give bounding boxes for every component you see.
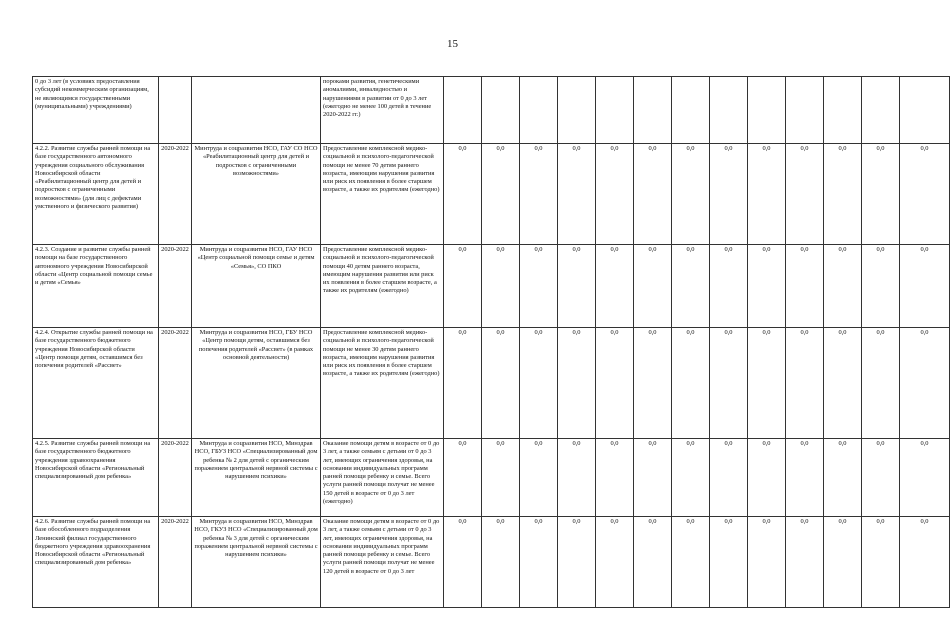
funding-value-cell-text: 0,0 xyxy=(458,518,467,525)
funding-value-cell xyxy=(710,144,748,245)
funding-value-cell xyxy=(672,439,710,517)
funding-value-cell xyxy=(900,439,950,517)
period-cell xyxy=(159,77,192,144)
funding-value-cell-text: 0,0 xyxy=(534,440,543,447)
executor-cell xyxy=(192,245,321,328)
table-row xyxy=(33,517,950,608)
funding-value-cell xyxy=(596,328,634,439)
funding-value-cell xyxy=(824,328,862,439)
activity-name-cell-text: 0 до 3 лет (в условиях предоставления субсидий некоммерческим организациям, не являющимся государственными (муниципальными) учреждениями) xyxy=(35,78,149,110)
funding-value-cell-text: 0,0 xyxy=(648,440,657,447)
funding-value-cell-text: 0,0 xyxy=(762,440,771,447)
funding-value-cell-text: 0,0 xyxy=(876,440,885,447)
result-cell-text: Предоставление комплексной медико-социальной и психолого-педагогической помощи 40 детям раннего возраста, имеющим нарушения развития или риск их появления в более старшем возрасте, а также их родителям (ежегодно) xyxy=(323,246,437,295)
result-cell xyxy=(321,77,444,144)
period-cell xyxy=(159,328,192,439)
funding-value-cell xyxy=(862,439,900,517)
funding-value-cell-text: 0,0 xyxy=(458,329,467,336)
funding-value-cell xyxy=(520,245,558,328)
activity-name-cell xyxy=(33,144,159,245)
activity-name-cell-text: 4.2.5. Развитие службы ранней помощи на базе государственного бюджетного учреждения здравоохранения Новосибирской области «Региональный специализированный дом ребенка» xyxy=(35,440,151,481)
funding-value-cell xyxy=(444,144,482,245)
funding-value-cell-text: 0,0 xyxy=(686,440,695,447)
funding-value-cell xyxy=(634,517,672,608)
funding-value-cell-text: 0,0 xyxy=(496,518,505,525)
funding-value-cell-text: 0,0 xyxy=(876,145,885,152)
funding-value-cell-text: 0,0 xyxy=(762,518,771,525)
funding-value-cell-text: 0,0 xyxy=(920,440,929,447)
funding-value-cell xyxy=(482,245,520,328)
funding-value-cell xyxy=(862,328,900,439)
activity-name-cell xyxy=(33,77,159,144)
funding-value-cell xyxy=(558,328,596,439)
funding-value-cell-text: 0,0 xyxy=(572,518,581,525)
funding-value-cell xyxy=(748,245,786,328)
funding-value-cell-text: 0,0 xyxy=(876,246,885,253)
funding-value-cell xyxy=(900,144,950,245)
funding-value-cell xyxy=(672,328,710,439)
result-cell xyxy=(321,245,444,328)
funding-value-cell-text: 0,0 xyxy=(534,518,543,525)
funding-value-cell-text: 0,0 xyxy=(686,246,695,253)
funding-value-cell xyxy=(596,517,634,608)
funding-value-cell xyxy=(786,328,824,439)
funding-value-cell-text: 0,0 xyxy=(838,518,847,525)
funding-value-cell xyxy=(748,144,786,245)
table-row xyxy=(33,245,950,328)
period-cell-text: 2020-2022 xyxy=(161,440,189,447)
funding-value-cell xyxy=(786,77,824,144)
funding-value-cell-text: 0,0 xyxy=(724,329,733,336)
funding-value-cell xyxy=(634,328,672,439)
activity-name-cell xyxy=(33,517,159,608)
funding-value-cell xyxy=(444,439,482,517)
funding-value-cell xyxy=(596,439,634,517)
funding-value-cell xyxy=(444,77,482,144)
funding-value-cell xyxy=(558,439,596,517)
funding-value-cell xyxy=(520,439,558,517)
funding-value-cell-text: 0,0 xyxy=(572,440,581,447)
funding-value-cell-text: 0,0 xyxy=(610,440,619,447)
funding-value-cell-text: 0,0 xyxy=(648,518,657,525)
funding-value-cell-text: 0,0 xyxy=(610,518,619,525)
funding-value-cell-text: 0,0 xyxy=(458,440,467,447)
result-cell-text: пороками развития, генетическими аномалиями, инвалидностью и нарушениями в развитии от 0 до 3 лет (ежегодно не менее 100 детей в течение 2020-2022 гг.) xyxy=(323,78,432,119)
funding-value-cell xyxy=(558,77,596,144)
funding-value-cell xyxy=(482,144,520,245)
table-row xyxy=(33,77,950,144)
executor-cell-text: Минтруда и соцразвития НСО, ГАУ НСО «Центр социальной помощи семье и детям «Семья», СО ПКО xyxy=(197,246,315,270)
funding-value-cell xyxy=(786,144,824,245)
period-cell-text: 2020-2022 xyxy=(161,518,189,525)
funding-value-cell xyxy=(596,144,634,245)
funding-value-cell-text: 0,0 xyxy=(762,329,771,336)
funding-value-cell-text: 0,0 xyxy=(496,329,505,336)
funding-value-cell xyxy=(748,328,786,439)
funding-value-cell-text: 0,0 xyxy=(920,145,929,152)
period-cell xyxy=(159,439,192,517)
funding-value-cell xyxy=(672,517,710,608)
funding-value-cell xyxy=(710,439,748,517)
funding-value-cell-text: 0,0 xyxy=(920,329,929,336)
funding-value-cell xyxy=(710,517,748,608)
funding-value-cell xyxy=(900,245,950,328)
funding-value-cell-text: 0,0 xyxy=(496,145,505,152)
funding-value-cell xyxy=(900,77,950,144)
activity-name-cell xyxy=(33,245,159,328)
funding-value-cell xyxy=(482,517,520,608)
funding-value-cell xyxy=(672,245,710,328)
result-cell-text: Предоставление комплексной медико-социальной и психолого-педагогической помощи не менее 30 детям раннего возраста, имеющим нарушения развития или риск их появления в более старшем возрасте, а также их родителям (ежегодно) xyxy=(323,329,440,378)
funding-value-cell-text: 0,0 xyxy=(838,246,847,253)
executor-cell xyxy=(192,328,321,439)
result-cell-text: Оказание помощи детям в возрасте от 0 до 3 лет, а также семьям с детьми от 0 до 3 лет, имеющих ограничения здоровья, на основании индивидуальных программ ранней помощи ребенку и семье. Всего услуги ранней помощи получат не менее 150 детей в возрасте от 0 до 3 лет (ежегодно) xyxy=(323,440,440,506)
funding-value-cell-text: 0,0 xyxy=(610,246,619,253)
funding-value-cell-text: 0,0 xyxy=(800,440,809,447)
activity-name-cell xyxy=(33,439,159,517)
funding-value-cell-text: 0,0 xyxy=(534,145,543,152)
funding-value-cell xyxy=(444,328,482,439)
funding-value-cell-text: 0,0 xyxy=(572,329,581,336)
funding-value-cell-text: 0,0 xyxy=(648,145,657,152)
funding-value-cell xyxy=(558,245,596,328)
funding-value-cell xyxy=(672,144,710,245)
executor-cell xyxy=(192,77,321,144)
executor-cell-text: Минтруда и соцразвития НСО, Минздрав НСО, ГБУЗ НСО «Специализированный дом ребенка № 2 для детей с органическим поражением центральной нервной системы с нарушением психики» xyxy=(194,440,318,481)
activity-name-cell xyxy=(33,328,159,439)
funding-value-cell-text: 0,0 xyxy=(800,145,809,152)
funding-value-cell xyxy=(824,144,862,245)
funding-value-cell-text: 0,0 xyxy=(686,329,695,336)
funding-value-cell-text: 0,0 xyxy=(800,518,809,525)
activity-name-cell-text: 4.2.3. Создание и развитие службы ранней помощи на базе государственного автономного учреждения Новосибирской области «Центр социальной помощи семье и детям «Семья» xyxy=(35,246,153,287)
funding-value-cell xyxy=(862,77,900,144)
period-cell xyxy=(159,144,192,245)
program-activities-table xyxy=(32,76,950,608)
executor-cell xyxy=(192,439,321,517)
funding-value-cell-text: 0,0 xyxy=(800,246,809,253)
executor-cell xyxy=(192,517,321,608)
result-cell xyxy=(321,328,444,439)
funding-value-cell-text: 0,0 xyxy=(762,246,771,253)
funding-value-cell-text: 0,0 xyxy=(724,246,733,253)
funding-value-cell-text: 0,0 xyxy=(838,440,847,447)
funding-value-cell-text: 0,0 xyxy=(800,329,809,336)
funding-value-cell-text: 0,0 xyxy=(686,145,695,152)
executor-cell xyxy=(192,144,321,245)
funding-value-cell xyxy=(634,144,672,245)
funding-value-cell-text: 0,0 xyxy=(496,440,505,447)
funding-value-cell xyxy=(710,77,748,144)
executor-cell-text: Минтруда и соцразвития НСО, ГБУ НСО «Центр помощи детям, оставшимся без попечения родителей «Рассвет» (в рамках основной деятельности) xyxy=(198,329,314,361)
funding-value-cell-text: 0,0 xyxy=(496,246,505,253)
funding-value-cell-text: 0,0 xyxy=(920,246,929,253)
period-cell-text: 2020-2022 xyxy=(161,329,189,336)
funding-value-cell xyxy=(786,245,824,328)
funding-value-cell-text: 0,0 xyxy=(724,145,733,152)
funding-value-cell xyxy=(824,77,862,144)
funding-value-cell xyxy=(786,517,824,608)
result-cell xyxy=(321,144,444,245)
funding-value-cell-text: 0,0 xyxy=(876,518,885,525)
funding-value-cell xyxy=(862,144,900,245)
activity-name-cell-text: 4.2.2. Развитие службы ранней помощи на базе государственного автономного учреждения социального обслуживания Новосибирской области «Реабилитационный центр для детей и подростков с ограниченными возможностями» (для лиц с дефектами умственного и физического развития) xyxy=(35,145,151,211)
page-number: 15 xyxy=(447,38,458,50)
funding-value-cell-text: 0,0 xyxy=(686,518,695,525)
funding-value-cell xyxy=(710,245,748,328)
funding-value-cell-text: 0,0 xyxy=(920,518,929,525)
period-cell xyxy=(159,245,192,328)
funding-value-cell-text: 0,0 xyxy=(724,440,733,447)
result-cell xyxy=(321,439,444,517)
funding-value-cell xyxy=(824,517,862,608)
activity-name-cell-text: 4.2.4. Открытие службы ранней помощи на базе государственного бюджетного учреждения Новосибирской области «Центр помощи детям, оставшимся без попечения родителей «Рассвет» xyxy=(35,329,153,370)
result-cell-text: Оказание помощи детям в возрасте от 0 до 3 лет, а также семьям с детьми от 0 до 3 лет, имеющих ограничения здоровья, на основании индивидуальных программ ранней помощи ребенку и семье. Всего услуги ранней помощи получат не менее 120 детей в возрасте от 0 до 3 лет xyxy=(323,518,440,575)
funding-value-cell xyxy=(520,77,558,144)
funding-value-cell xyxy=(748,77,786,144)
funding-value-cell-text: 0,0 xyxy=(762,145,771,152)
funding-value-cell-text: 0,0 xyxy=(458,145,467,152)
funding-value-cell xyxy=(558,517,596,608)
period-cell-text: 2020-2022 xyxy=(161,145,189,152)
funding-value-cell xyxy=(824,245,862,328)
funding-value-cell xyxy=(482,328,520,439)
funding-value-cell-text: 0,0 xyxy=(838,329,847,336)
funding-value-cell xyxy=(710,328,748,439)
funding-value-cell-text: 0,0 xyxy=(610,329,619,336)
funding-value-cell-text: 0,0 xyxy=(572,246,581,253)
result-cell xyxy=(321,517,444,608)
funding-value-cell xyxy=(748,439,786,517)
funding-value-cell xyxy=(672,77,710,144)
executor-cell-text: Минтруда и соцразвития НСО, ГАУ СО НСО «Реабилитационный центр для детей и подростков с ограниченными возможностями» xyxy=(194,145,318,177)
funding-value-cell xyxy=(596,77,634,144)
funding-value-cell xyxy=(824,439,862,517)
period-cell-text: 2020-2022 xyxy=(161,246,189,253)
funding-value-cell-text: 0,0 xyxy=(876,329,885,336)
funding-value-cell-text: 0,0 xyxy=(572,145,581,152)
result-cell-text: Предоставление комплексной медико-социальной и психолого-педагогической помощи не менее 70 детям раннего возраста, имеющим нарушения развития или риск их появления в более старшем возрасте, а также их родителям (ежегодно) xyxy=(323,145,440,194)
funding-value-cell-text: 0,0 xyxy=(838,145,847,152)
funding-value-cell xyxy=(520,328,558,439)
funding-value-cell-text: 0,0 xyxy=(724,518,733,525)
funding-value-cell xyxy=(634,245,672,328)
funding-value-cell xyxy=(862,517,900,608)
table-row xyxy=(33,144,950,245)
table-row xyxy=(33,328,950,439)
funding-value-cell-text: 0,0 xyxy=(534,246,543,253)
funding-value-cell-text: 0,0 xyxy=(458,246,467,253)
funding-value-cell xyxy=(520,144,558,245)
funding-value-cell-text: 0,0 xyxy=(648,246,657,253)
funding-value-cell xyxy=(444,245,482,328)
funding-value-cell-text: 0,0 xyxy=(648,329,657,336)
funding-value-cell xyxy=(748,517,786,608)
period-cell xyxy=(159,517,192,608)
table-row xyxy=(33,439,950,517)
executor-cell-text: Минтруда и соцразвития НСО, Минздрав НСО, ГКУЗ НСО «Специализированный дом ребенка № 3 для детей с органическим поражением центральной нервной системы с нарушением психики» xyxy=(194,518,318,559)
funding-value-cell xyxy=(520,517,558,608)
funding-value-cell-text: 0,0 xyxy=(534,329,543,336)
funding-value-cell xyxy=(482,77,520,144)
funding-value-cell xyxy=(900,328,950,439)
funding-value-cell xyxy=(786,439,824,517)
funding-value-cell xyxy=(900,517,950,608)
funding-value-cell xyxy=(558,144,596,245)
funding-value-cell xyxy=(482,439,520,517)
activity-name-cell-text: 4.2.6. Развитие службы ранней помощи на базе обособленного подразделения Ленинский филиал государственного бюджетного учреждения здравоохранения Новосибирской области «Региональный специализированный дом ребенка» xyxy=(35,518,151,567)
funding-value-cell xyxy=(634,77,672,144)
funding-value-cell-text: 0,0 xyxy=(610,145,619,152)
funding-value-cell xyxy=(444,517,482,608)
funding-value-cell xyxy=(634,439,672,517)
funding-value-cell xyxy=(596,245,634,328)
funding-value-cell xyxy=(862,245,900,328)
